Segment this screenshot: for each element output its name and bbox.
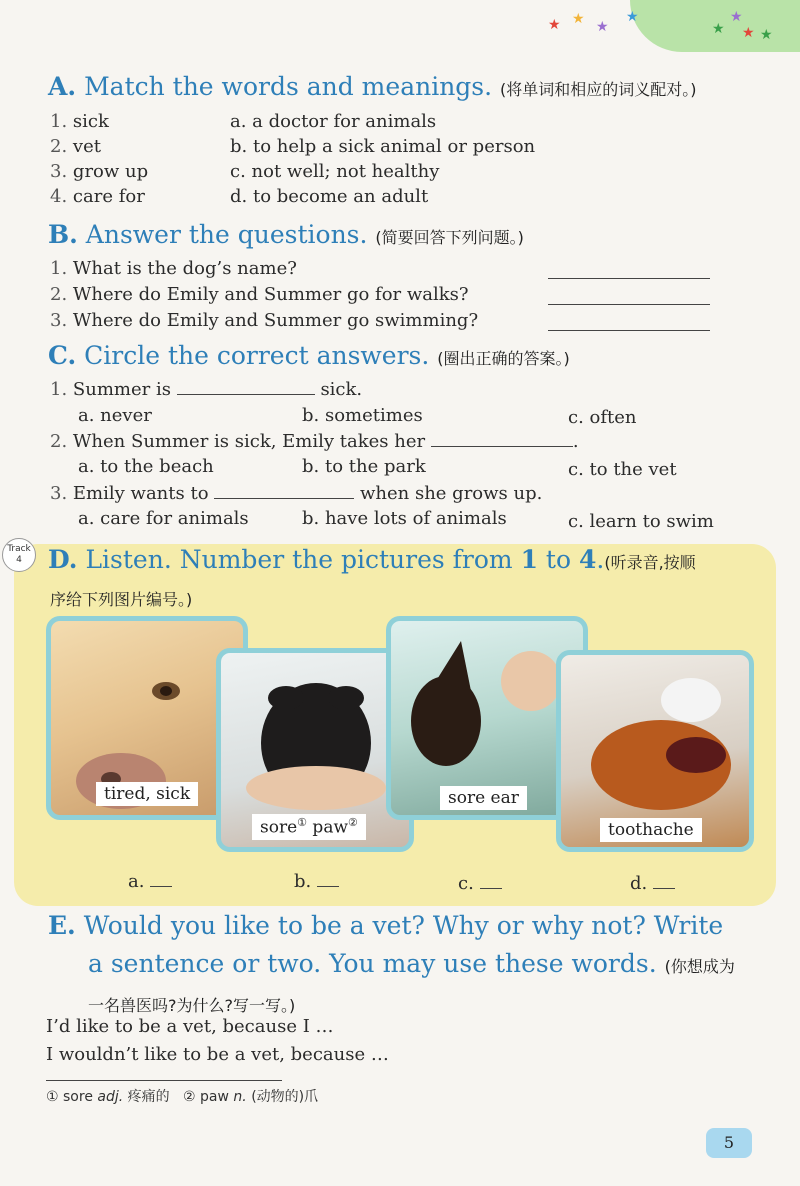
question-text: Summer is <box>72 379 171 400</box>
label-letter: a. <box>128 871 145 892</box>
star-icon: ★ <box>712 21 725 37</box>
meaning-item: a. a doctor for animals <box>230 111 437 132</box>
question-text: What is the dog’s name? <box>72 258 297 279</box>
item-number: 4. <box>50 186 68 207</box>
star-icon: ★ <box>596 19 609 35</box>
caption-tired-sick: tired, sick <box>96 782 198 806</box>
answer-blank[interactable] <box>431 430 573 447</box>
caption-word: sore <box>260 817 298 838</box>
question-text: Where do Emily and Summer go for walks? <box>72 284 469 305</box>
section-e-heading <box>48 911 723 940</box>
number-blank[interactable] <box>653 872 675 889</box>
section-e-heading-cont2 <box>88 988 295 1017</box>
footnote-meaning: 疼痛的 <box>127 1089 170 1105</box>
option-c[interactable]: c. learn to swim <box>568 511 714 532</box>
item-number: 1. <box>50 379 68 400</box>
picture-label-c <box>458 872 502 894</box>
footnote-word: paw <box>200 1089 229 1105</box>
answer-line[interactable] <box>548 277 710 279</box>
footnote <box>46 1086 318 1106</box>
word-item <box>50 186 145 207</box>
answer-line[interactable] <box>548 329 710 331</box>
caption-toothache: toothache <box>600 818 702 842</box>
item-number: 1. <box>50 111 68 132</box>
section-title: Circle the correct answers. <box>84 341 430 370</box>
word-item <box>50 111 109 132</box>
caption-sore-ear: sore ear <box>440 786 527 810</box>
question-item <box>50 258 297 279</box>
question-text: sick. <box>320 379 363 400</box>
section-letter: C. <box>48 341 77 370</box>
footnote-ref: ② <box>348 816 358 829</box>
section-d-heading <box>48 545 696 574</box>
caption-sore-paw <box>252 814 366 840</box>
word-item <box>50 161 148 182</box>
option-b[interactable]: b. to the park <box>302 456 426 477</box>
star-icon: ★ <box>572 11 585 27</box>
section-a-heading <box>48 72 697 101</box>
section-instruction: (听录音,按顺 <box>604 553 696 572</box>
page-number: 5 <box>706 1128 752 1158</box>
part-of-speech: adj. <box>97 1089 124 1105</box>
item-number: 3. <box>50 483 68 504</box>
section-letter: A. <box>48 72 77 101</box>
item-number: 2. <box>50 431 68 452</box>
option-b[interactable]: b. have lots of animals <box>302 508 507 529</box>
section-instruction: (圈出正确的答案。) <box>437 349 570 368</box>
section-instruction: (将单词和相应的词义配对。) <box>500 80 697 99</box>
item-number: 2. <box>50 284 68 305</box>
caption-word: paw <box>307 817 349 838</box>
picture-label-a <box>128 870 172 892</box>
audio-track-icon[interactable] <box>2 538 36 572</box>
picture-label-d <box>630 872 675 894</box>
section-e-heading-cont <box>88 949 735 978</box>
number-blank[interactable] <box>150 870 172 887</box>
item-number: 3. <box>50 310 68 331</box>
word-item <box>50 136 101 157</box>
question-item <box>50 378 362 400</box>
footnote-marker: ② <box>183 1089 196 1105</box>
star-icon: ★ <box>742 25 755 41</box>
footnote-divider <box>46 1080 282 1081</box>
section-c-heading <box>48 341 570 370</box>
item-number: 1. <box>50 258 68 279</box>
star-icon: ★ <box>626 9 639 25</box>
section-title: Listen. Number the pictures from <box>85 545 521 574</box>
section-title: a sentence or two. You may use these words. <box>88 949 657 978</box>
meaning-item: b. to help a sick animal or person <box>230 136 536 157</box>
word: care for <box>72 186 145 207</box>
sentence-starter: I wouldn’t like to be a vet, because … <box>46 1044 389 1065</box>
part-of-speech: n. <box>233 1089 247 1105</box>
meaning-item: d. to become an adult <box>230 186 429 207</box>
section-b-heading <box>48 220 524 249</box>
option-a[interactable]: a. to the beach <box>78 456 214 477</box>
footnote-meaning: (动物的)爪 <box>251 1089 319 1105</box>
section-instruction: (你想成为 <box>664 957 735 976</box>
section-instruction: 序给下列图片编号。) <box>50 590 193 609</box>
section-title: . <box>596 545 605 574</box>
label-letter: c. <box>458 873 474 894</box>
section-instruction: (简要回答下列问题。) <box>375 228 524 247</box>
section-title: Would you like to be a vet? Why or why not? Write <box>83 911 724 940</box>
question-text: When Summer is sick, Emily takes her <box>72 431 426 452</box>
star-icon: ★ <box>760 27 773 43</box>
question-item <box>50 284 469 305</box>
section-title: to <box>537 545 579 574</box>
question-text: when she grows up. <box>360 483 543 504</box>
section-title: Match the words and meanings. <box>84 72 493 101</box>
number-blank[interactable] <box>480 872 502 889</box>
answer-blank[interactable] <box>214 482 354 499</box>
section-letter: B. <box>48 220 78 249</box>
section-letter: E. <box>48 911 76 940</box>
question-item <box>50 430 579 452</box>
word: vet <box>72 136 101 157</box>
option-c[interactable]: c. to the vet <box>568 459 677 480</box>
star-icon: ★ <box>548 17 561 33</box>
footnote-marker: ① <box>46 1089 59 1105</box>
number-blank[interactable] <box>317 870 339 887</box>
label-letter: d. <box>630 873 648 894</box>
meaning-item: c. not well; not healthy <box>230 161 440 182</box>
word: sick <box>72 111 109 132</box>
label-letter: b. <box>294 871 312 892</box>
option-a[interactable]: a. never <box>78 405 152 426</box>
star-icon: ★ <box>730 9 743 25</box>
footnote-word: sore <box>63 1089 93 1105</box>
number-bold: 1 <box>520 545 538 574</box>
option-b[interactable]: b. sometimes <box>302 405 423 426</box>
question-text: Emily wants to <box>72 483 209 504</box>
section-d-heading-cont <box>50 582 192 611</box>
question-item <box>50 482 542 504</box>
item-number: 2. <box>50 136 68 157</box>
option-c[interactable]: c. often <box>568 407 637 428</box>
picture-label-b <box>294 870 339 892</box>
question-item <box>50 310 478 331</box>
section-title: Answer the questions. <box>85 220 368 249</box>
footnote-ref: ① <box>297 816 308 829</box>
sentence-starter: I’d like to be a vet, because I … <box>46 1016 334 1037</box>
word: grow up <box>72 161 149 182</box>
section-letter: D. <box>48 545 78 574</box>
question-text: . <box>572 431 579 452</box>
track-number: 4 <box>16 555 22 565</box>
number-bold: 4 <box>578 545 597 574</box>
item-number: 3. <box>50 161 68 182</box>
option-a[interactable]: a. care for animals <box>78 508 249 529</box>
answer-blank[interactable] <box>177 378 315 395</box>
question-text: Where do Emily and Summer go swimming? <box>72 310 479 331</box>
section-instruction: 一名兽医吗?为什么?写一写。) <box>88 996 296 1015</box>
answer-line[interactable] <box>548 303 710 305</box>
track-label: Track <box>7 544 31 554</box>
